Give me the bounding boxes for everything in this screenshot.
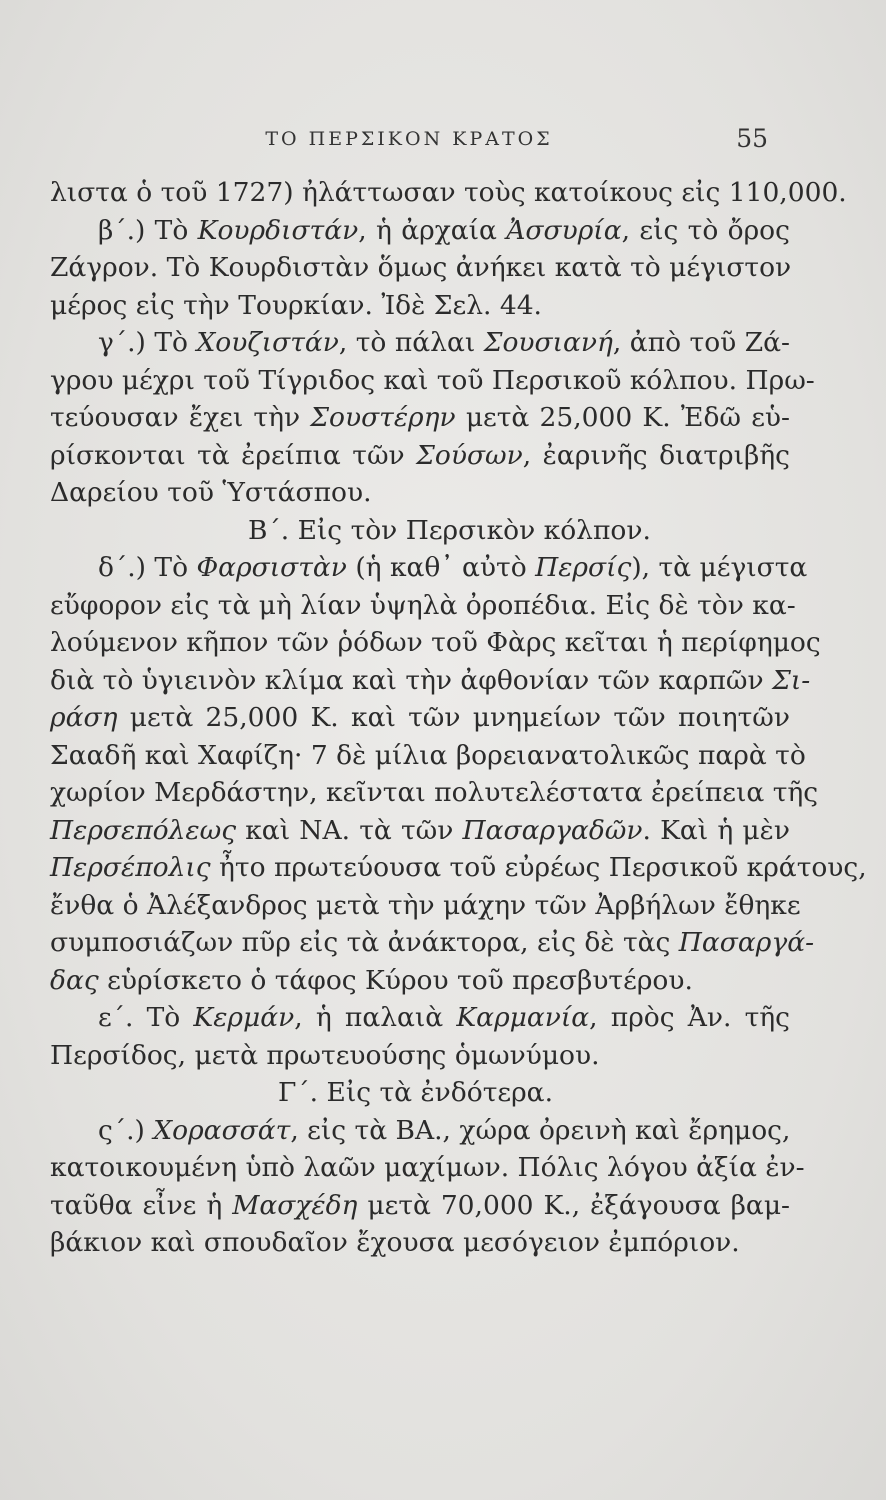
italic-term: δας [50,964,99,996]
italic-term: ράση [50,702,118,733]
section-heading [50,512,790,550]
text-run: εὔφορον εἰς τὰ μὴ λίαν ὑψηλὰ ὀροπέδια. Εἰς δὲ τὸν κα- [50,589,796,621]
text-line [50,1187,790,1225]
page-number: 55 [736,124,768,153]
text-line [50,887,801,925]
text-run: (ἡ καθ᾽ αὐτὸ [346,552,536,583]
text-line [50,587,796,625]
italic-term: Σούσων [416,439,523,471]
text-run: μετὰ 25,000 Κ. Ἐδῶ εὑ- [455,402,790,433]
text-run: διὰ τὸ ὑγιεινὸν κλίμα καὶ τὴν ἀφθονίαν τῶν καρπῶν [50,664,773,696]
italic-term: Πασαργά- [678,927,815,958]
text-line [50,437,790,475]
text-run: βάκιον καὶ σπουδαῖον ἔχουσα μεσόγειον ἐμπόριον. [50,1227,740,1258]
text-run: Σααδῆ καὶ Χαφίζη· 7 δὲ μίλια βορειανατολικῶς παρὰ τὸ [50,739,806,771]
text-run: β΄.) Τὸ [98,214,198,246]
text-run: εὑρίσκετο ὁ τάφος Κύρου τοῦ πρεσβυτέρου. [98,964,693,996]
text-run: , πρὸς Ἀν. τῆς [589,1002,790,1033]
text-line [50,624,821,662]
text-line [50,999,790,1037]
text-run: γρου μέχρι τοῦ Τίγριδος καὶ τοῦ Περσικοῦ κόλπου. Πρω- [50,364,815,396]
text-line [50,774,819,812]
text-run: ς΄.) [98,1114,154,1146]
text-run: μέρος εἰς τὴν Τουρκίαν. Ἰδὲ Σελ. 44. [50,289,542,321]
text-run: , ἐαρινῆς διατριβῆς [522,439,790,471]
text-run: λιστα ὁ τοῦ 1727) ἠλάττωσαν τοὺς κατοίκους εἰς 110,000. [50,177,847,208]
text-line [50,737,806,775]
text-run: μετὰ 25,000 Κ. καὶ τῶν μνημείων τῶν ποιητῶν [117,702,790,733]
text-line [50,1224,790,1262]
text-line [50,249,790,287]
text-run: Δαρείου τοῦ Ὑστάσπου. [50,477,372,508]
text-line [50,287,790,325]
italic-term: Ἀσσυρία [506,214,622,246]
text-run: ρίσκονται τὰ ἐρείπια τῶν [50,439,417,471]
text-run: Γ΄. Εἰς τὰ ἐνδότερα. [278,1077,553,1108]
text-run: ε΄. Τὸ [98,1002,194,1033]
text-run: Ζάγρον. Τὸ Κουρδιστὰν ὅμως ἀνήκει κατὰ τὸ μέγιστον [50,252,792,283]
italic-term: Φαρσιστὰν [196,552,347,583]
text-line [50,174,847,212]
text-line [50,1149,805,1187]
text-run: μετὰ 70,000 Κ., ἐξάγουσα βαμ- [357,1189,791,1221]
body-text [50,174,867,1262]
italic-term: Κερμάν [193,1002,295,1033]
italic-term: Μασχέδη [232,1189,358,1221]
text-run: , ἀπὸ τοῦ Ζά- [612,327,791,358]
text-line [50,1037,790,1075]
text-run: λούμενον κῆπον τῶν ῥόδων τοῦ Φὰρς κεῖται ἡ περίφημος [50,627,821,658]
italic-term: Περσέπολις [50,852,211,883]
text-run: τεύουσαν ἔχει τὴν [50,402,311,433]
text-run: συμποσιάζων πῦρ εἰς τὰ ἀνάκτορα, εἰς δὲ τὰς [50,927,679,958]
text-line [50,962,790,1000]
text-line [50,1112,790,1150]
text-line [50,662,811,700]
text-run: ἦτο πρωτεύουσα τοῦ εὐρέως Περσικοῦ κράτους, [210,852,867,883]
section-heading [50,1074,790,1112]
text-line [50,549,808,587]
italic-term: Σουσιανή [483,327,613,358]
text-run: χωρίον Μερδάστην, κεῖνται πολυτελέστατα ἐρείπεια τῆς [50,777,819,808]
text-run: , τὸ πάλαι [338,327,484,358]
italic-term: Σι- [772,664,811,696]
italic-term: Περσεπόλεως [50,814,237,846]
text-run: ταῦθα εἶνε ἡ [50,1189,233,1221]
text-run: καὶ ΝΑ. τὰ τῶν [236,814,463,846]
italic-term: Πασαργαδῶν [462,814,643,846]
text-run: , ἡ παλαιὰ [294,1002,457,1033]
text-run: Β΄. Εἰς τὸν Περσικὸν κόλπον. [248,514,651,546]
italic-term: Κουρδιστάν [197,214,359,246]
italic-term: Περσίς [535,552,632,583]
text-run: Περσίδος, μετὰ πρωτευούσης ὁμωνύμου. [50,1039,600,1071]
text-run: . Καὶ ἡ μὲν [642,814,790,846]
text-run: γ΄.) Τὸ [98,327,197,358]
text-line [50,924,815,962]
text-run: ἔνθα ὁ Ἀλέξανδρος μετὰ τὴν μάχην τῶν Ἀρβήλων ἔθηκε [50,889,801,921]
italic-term: Χορασσάτ [153,1114,291,1146]
text-line [50,399,790,437]
running-title: ΤΟ ΠΕΡΣΙΚΟΝ ΚΡΑΤΟΣ [265,128,553,150]
page-header [50,124,768,158]
text-run: , εἰς τὸ ὄρος [621,214,790,246]
text-run: δ΄.) Τὸ [98,552,197,583]
text-run: , εἰς τὰ ΒΑ., χώρα ὀρεινὴ καὶ ἔρημος, [290,1114,791,1146]
text-line [50,812,790,850]
text-line [50,362,815,400]
text-line [50,849,867,887]
text-line [50,474,790,512]
italic-term: Καρμανία [456,1002,590,1033]
text-run: , ἡ ἀρχαία [358,214,507,246]
italic-term: Σουστέρην [310,402,456,433]
text-run: ), τὰ μέγιστα [631,552,808,583]
text-line [50,212,790,250]
text-line [50,324,790,362]
italic-term: Χουζιστάν [196,327,339,358]
text-line [50,699,790,737]
text-run: κατοικουμένη ὑπὸ λαῶν μαχίμων. Πόλις λόγου ἀξία ἐν- [50,1152,805,1183]
